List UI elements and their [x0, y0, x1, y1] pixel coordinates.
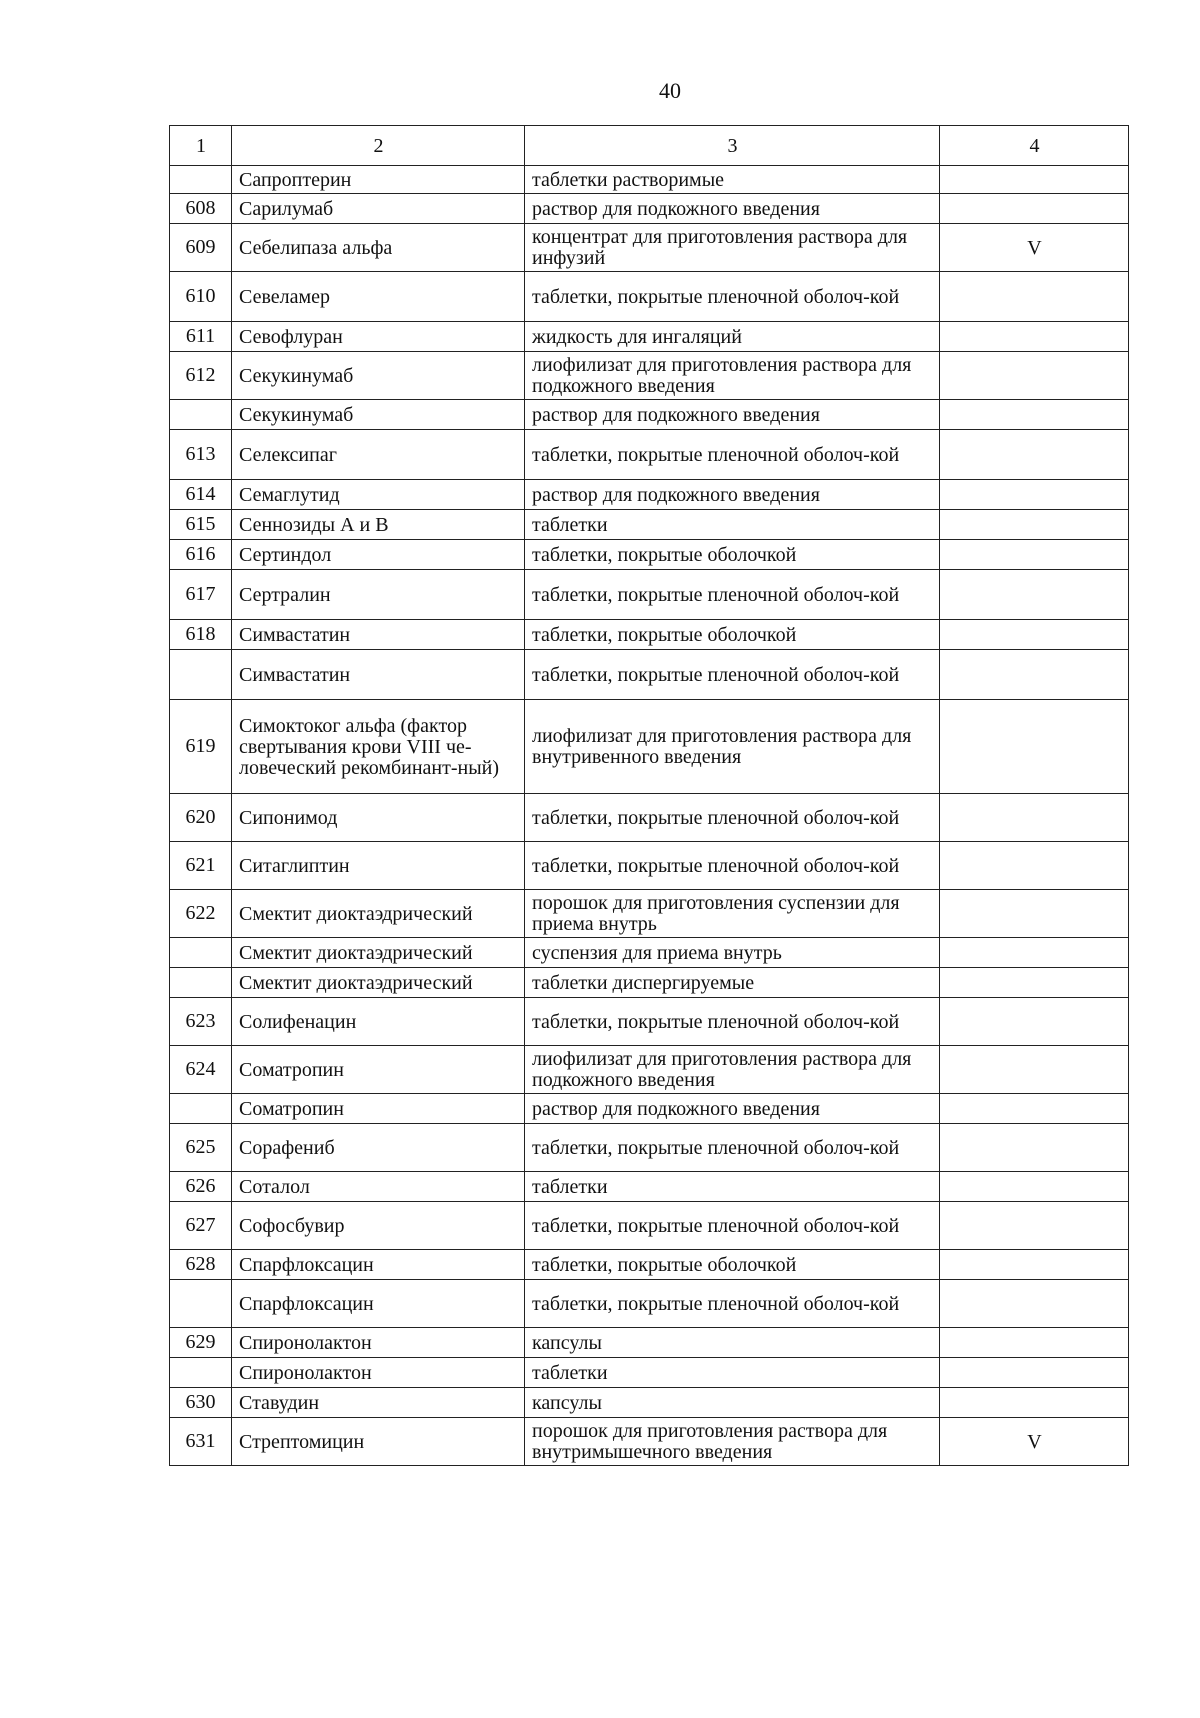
mark-cell: [940, 938, 1129, 968]
page-number: 40: [659, 78, 681, 103]
drug-name-cell: Ситаглиптин: [232, 842, 525, 890]
table-row: [170, 430, 1129, 480]
mark-cell: [940, 1388, 1129, 1418]
row-number-cell: [170, 1094, 232, 1124]
dosage-form-cell: таблетки: [525, 1172, 940, 1202]
drug-name-cell: Соматропин: [232, 1094, 525, 1124]
drug-name-cell: Смектит диоктаэдрический: [232, 890, 525, 938]
table-body: [170, 126, 1129, 1466]
mark-cell: [940, 1094, 1129, 1124]
dosage-form-cell: раствор для подкожного введения: [525, 480, 940, 510]
table-row: [170, 480, 1129, 510]
drug-name-cell: Ставудин: [232, 1388, 525, 1418]
drug-name-cell: Севофлуран: [232, 322, 525, 352]
dosage-form-cell: таблетки, покрытые пленочной оболоч-кой: [525, 842, 940, 890]
row-number-cell: [170, 938, 232, 968]
mark-cell: [940, 540, 1129, 570]
mark-cell: [940, 352, 1129, 400]
dosage-form-cell: таблетки растворимые: [525, 166, 940, 194]
mark-cell: [940, 166, 1129, 194]
table-row: [170, 1418, 1129, 1466]
mark-cell: [940, 1172, 1129, 1202]
row-number-cell: 611: [170, 322, 232, 352]
table-row: [170, 620, 1129, 650]
dosage-form-cell: лиофилизат для приготовления раствора для подкожного введения: [525, 1046, 940, 1094]
drug-name-cell: Спарфлоксацин: [232, 1250, 525, 1280]
dosage-form-cell: таблетки, покрытые пленочной оболоч-кой: [525, 570, 940, 620]
dosage-form-cell: таблетки: [525, 510, 940, 540]
mark-cell: [940, 998, 1129, 1046]
drug-table: [169, 125, 1129, 1466]
mark-cell: [940, 272, 1129, 322]
table-row: [170, 1124, 1129, 1172]
mark-cell: [940, 1280, 1129, 1328]
table-row: [170, 794, 1129, 842]
drug-name-cell: Смектит диоктаэдрический: [232, 938, 525, 968]
dosage-form-cell: раствор для подкожного введения: [525, 400, 940, 430]
dosage-form-cell: таблетки, покрытые оболочкой: [525, 620, 940, 650]
dosage-form-cell: таблетки, покрытые пленочной оболоч-кой: [525, 998, 940, 1046]
table-row: [170, 1328, 1129, 1358]
drug-name-cell: Севеламер: [232, 272, 525, 322]
dosage-form-cell: порошок для приготовления раствора для внутримышечного введения: [525, 1418, 940, 1466]
row-number-cell: [170, 650, 232, 700]
table-row: [170, 700, 1129, 794]
row-number-cell: 622: [170, 890, 232, 938]
drug-name-cell: Сипонимод: [232, 794, 525, 842]
mark-cell: [940, 1124, 1129, 1172]
mark-cell: [940, 194, 1129, 224]
mark-cell: [940, 700, 1129, 794]
mark-cell: [940, 1358, 1129, 1388]
drug-name-cell: Сертиндол: [232, 540, 525, 570]
row-number-cell: 623: [170, 998, 232, 1046]
table-row: [170, 400, 1129, 430]
mark-cell: [940, 620, 1129, 650]
mark-cell: [940, 400, 1129, 430]
table-row: [170, 1172, 1129, 1202]
mark-cell: [940, 1202, 1129, 1250]
header-cell-2: 2: [232, 126, 525, 166]
drug-name-cell: Смектит диоктаэдрический: [232, 968, 525, 998]
drug-name-cell: Симвастатин: [232, 620, 525, 650]
drug-name-cell: Соталол: [232, 1172, 525, 1202]
table-row: [170, 540, 1129, 570]
row-number-cell: 627: [170, 1202, 232, 1250]
row-number-cell: 625: [170, 1124, 232, 1172]
drug-name-cell: Солифенацин: [232, 998, 525, 1046]
mark-cell: [940, 480, 1129, 510]
drug-name-cell: Спиронолактон: [232, 1358, 525, 1388]
row-number-cell: [170, 400, 232, 430]
drug-name-cell: Семаглутид: [232, 480, 525, 510]
table-row: [170, 166, 1129, 194]
row-number-cell: 626: [170, 1172, 232, 1202]
row-number-cell: 608: [170, 194, 232, 224]
row-number-cell: [170, 166, 232, 194]
row-number-cell: 614: [170, 480, 232, 510]
table-row: [170, 1250, 1129, 1280]
header-cell-4: 4: [940, 126, 1129, 166]
dosage-form-cell: таблетки, покрытые оболочкой: [525, 1250, 940, 1280]
row-number-cell: 612: [170, 352, 232, 400]
row-number-cell: 619: [170, 700, 232, 794]
mark-cell: [940, 842, 1129, 890]
dosage-form-cell: лиофилизат для приготовления раствора для внутривенного введения: [525, 700, 940, 794]
dosage-form-cell: порошок для приготовления суспензии для приема внутрь: [525, 890, 940, 938]
row-number-cell: 616: [170, 540, 232, 570]
drug-name-cell: Сеннозиды А и В: [232, 510, 525, 540]
drug-name-cell: Секукинумаб: [232, 352, 525, 400]
drug-name-cell: Симоктоког альфа (фактор свертывания крови VIII че-ловеческий рекомбинант-ный): [232, 700, 525, 794]
row-number-cell: 628: [170, 1250, 232, 1280]
mark-cell: [940, 1328, 1129, 1358]
dosage-form-cell: таблетки, покрытые пленочной оболоч-кой: [525, 1124, 940, 1172]
row-number-cell: 630: [170, 1388, 232, 1418]
table-row: [170, 224, 1129, 272]
row-number-cell: 615: [170, 510, 232, 540]
drug-name-cell: Соматропин: [232, 1046, 525, 1094]
mark-cell: [940, 430, 1129, 480]
dosage-form-cell: таблетки, покрытые пленочной оболоч-кой: [525, 1280, 940, 1328]
table-row: [170, 272, 1129, 322]
row-number-cell: [170, 968, 232, 998]
mark-cell: [940, 1250, 1129, 1280]
dosage-form-cell: таблетки, покрытые пленочной оболоч-кой: [525, 430, 940, 480]
mark-cell: [940, 794, 1129, 842]
row-number-cell: 618: [170, 620, 232, 650]
table-row: [170, 1046, 1129, 1094]
table-row: [170, 322, 1129, 352]
row-number-cell: 613: [170, 430, 232, 480]
dosage-form-cell: раствор для подкожного введения: [525, 194, 940, 224]
mark-cell: V: [940, 224, 1129, 272]
row-number-cell: [170, 1280, 232, 1328]
table-row: [170, 1202, 1129, 1250]
row-number-cell: 610: [170, 272, 232, 322]
drug-name-cell: Сарилумаб: [232, 194, 525, 224]
drug-name-cell: Сапроптерин: [232, 166, 525, 194]
table-row: [170, 968, 1129, 998]
table-row: [170, 194, 1129, 224]
row-number-cell: 609: [170, 224, 232, 272]
drug-name-cell: Симвастатин: [232, 650, 525, 700]
dosage-form-cell: таблетки, покрытые пленочной оболоч-кой: [525, 1202, 940, 1250]
mark-cell: [940, 968, 1129, 998]
dosage-form-cell: таблетки, покрытые пленочной оболоч-кой: [525, 794, 940, 842]
table-row: [170, 1388, 1129, 1418]
dosage-form-cell: лиофилизат для приготовления раствора для подкожного введения: [525, 352, 940, 400]
table-row: [170, 1280, 1129, 1328]
row-number-cell: 620: [170, 794, 232, 842]
mark-cell: [940, 322, 1129, 352]
table-row: [170, 842, 1129, 890]
drug-name-cell: Спиронолактон: [232, 1328, 525, 1358]
dosage-form-cell: таблетки, покрытые пленочной оболоч-кой: [525, 650, 940, 700]
table-row: [170, 998, 1129, 1046]
drug-name-cell: Стрептомицин: [232, 1418, 525, 1466]
row-number-cell: [170, 1358, 232, 1388]
mark-cell: [940, 1046, 1129, 1094]
dosage-form-cell: раствор для подкожного введения: [525, 1094, 940, 1124]
drug-name-cell: Спарфлоксацин: [232, 1280, 525, 1328]
table-row: [170, 1358, 1129, 1388]
drug-name-cell: Софосбувир: [232, 1202, 525, 1250]
table-row: [170, 890, 1129, 938]
row-number-cell: 621: [170, 842, 232, 890]
dosage-form-cell: суспензия для приема внутрь: [525, 938, 940, 968]
table-row: [170, 352, 1129, 400]
drug-name-cell: Селексипаг: [232, 430, 525, 480]
row-number-cell: 629: [170, 1328, 232, 1358]
table-row: [170, 1094, 1129, 1124]
dosage-form-cell: таблетки: [525, 1358, 940, 1388]
row-number-cell: 631: [170, 1418, 232, 1466]
drug-name-cell: Себелипаза альфа: [232, 224, 525, 272]
mark-cell: [940, 890, 1129, 938]
dosage-form-cell: таблетки диспергируемые: [525, 968, 940, 998]
mark-cell: [940, 650, 1129, 700]
drug-name-cell: Секукинумаб: [232, 400, 525, 430]
mark-cell: [940, 510, 1129, 540]
row-number-cell: 617: [170, 570, 232, 620]
drug-name-cell: Сорафениб: [232, 1124, 525, 1172]
header-cell-3: 3: [525, 126, 940, 166]
header-cell-1: 1: [170, 126, 232, 166]
dosage-form-cell: таблетки, покрытые оболочкой: [525, 540, 940, 570]
table-row: [170, 650, 1129, 700]
header-row: [170, 126, 1129, 166]
drug-name-cell: Сертралин: [232, 570, 525, 620]
dosage-form-cell: капсулы: [525, 1328, 940, 1358]
dosage-form-cell: таблетки, покрытые пленочной оболоч-кой: [525, 272, 940, 322]
table-row: [170, 938, 1129, 968]
dosage-form-cell: концентрат для приготовления раствора для инфузий: [525, 224, 940, 272]
dosage-form-cell: жидкость для ингаляций: [525, 322, 940, 352]
table-row: [170, 570, 1129, 620]
mark-cell: [940, 570, 1129, 620]
mark-cell: V: [940, 1418, 1129, 1466]
row-number-cell: 624: [170, 1046, 232, 1094]
table-row: [170, 510, 1129, 540]
dosage-form-cell: капсулы: [525, 1388, 940, 1418]
